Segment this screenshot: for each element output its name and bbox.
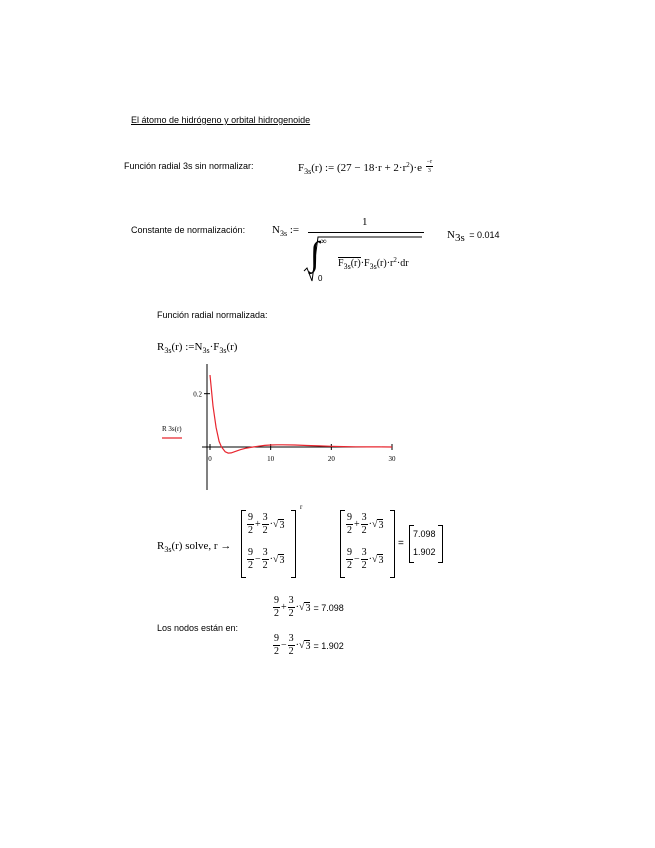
page-title: El átomo de hidrógeno y orbital hidrogenoide: [131, 115, 311, 125]
f3s-definition: $F_{3s}(r)$ := $(27 - 18\cdot r + 2\cdot r^2)\cdot e$ $\frac{-r}{3}$: [298, 159, 433, 176]
f3s-label: Función radial 3s sin normalizar:: [124, 161, 254, 171]
integral-lower: 0: [318, 274, 323, 283]
norm-label: Constante de normalización:: [131, 225, 246, 235]
radial-norm-definition: $R_{3s}(r)$ $:=N_{3s}\cdot F_{3s}(r)$: [157, 341, 238, 355]
x-tick-label: 20: [327, 455, 335, 463]
matrix2-row-1: $\frac{9}{2}$ + $\frac{3}{2}$ ·√ 3: [347, 512, 384, 536]
vector-right-bracket: [438, 525, 443, 563]
norm-lhs: $N_{3s}$ :=: [272, 224, 300, 238]
radial-norm-label: Función radial normalizada:: [157, 310, 268, 320]
x-tick-label: 0: [208, 455, 212, 463]
integrand: $F_{3s}(r)\cdot F_{3s}(r)\cdot r^2\cdot dr$: [338, 256, 409, 271]
matrix-superscript: r: [300, 503, 303, 511]
matrix-row-1: $\frac{9}{2}$ + $\frac{3}{2}$ ·√ 3: [248, 512, 285, 536]
integral-sign: ∫: [310, 236, 320, 273]
radial-plot: [150, 360, 410, 495]
matrix-right-bracket: [291, 510, 296, 578]
node-row-1: $\frac{9}{2}$ + $\frac{3}{2}$ ·√ 3 = 7.098: [274, 595, 344, 619]
legend-label: R 3s(r): [162, 425, 182, 433]
norm-numerator: 1: [362, 216, 368, 228]
nodes-label: Los nodos están en:: [157, 623, 239, 633]
solve-lhs: $R_{3s}(r)$ solve, r →: [157, 540, 232, 554]
vector-value-2: 1.902: [413, 547, 436, 557]
integral-upper: ∞: [320, 236, 327, 246]
norm-result: $N_{3s} = 0.014$: [447, 229, 500, 244]
node-row-2: $\frac{9}{2}$ − $\frac{3}{2}$ ·√ 3 = 1.902: [274, 633, 344, 657]
matrix-row-2: $\frac{9}{2}$ − $\frac{3}{2}$ ·√ 3: [248, 547, 285, 571]
matrix2-right-bracket: [390, 510, 395, 578]
x-tick-label: 30: [388, 455, 396, 463]
y-tick-label: 0.2: [193, 390, 202, 399]
vector-value-1: 7.098: [413, 529, 436, 539]
matrix-equals: =: [398, 538, 404, 549]
series-line: [210, 375, 392, 453]
matrix2-row-2: $\frac{9}{2}$ − $\frac{3}{2}$ ·√ 3: [347, 547, 384, 571]
fraction-bar: [308, 232, 424, 233]
x-tick-label: 10: [267, 455, 275, 463]
